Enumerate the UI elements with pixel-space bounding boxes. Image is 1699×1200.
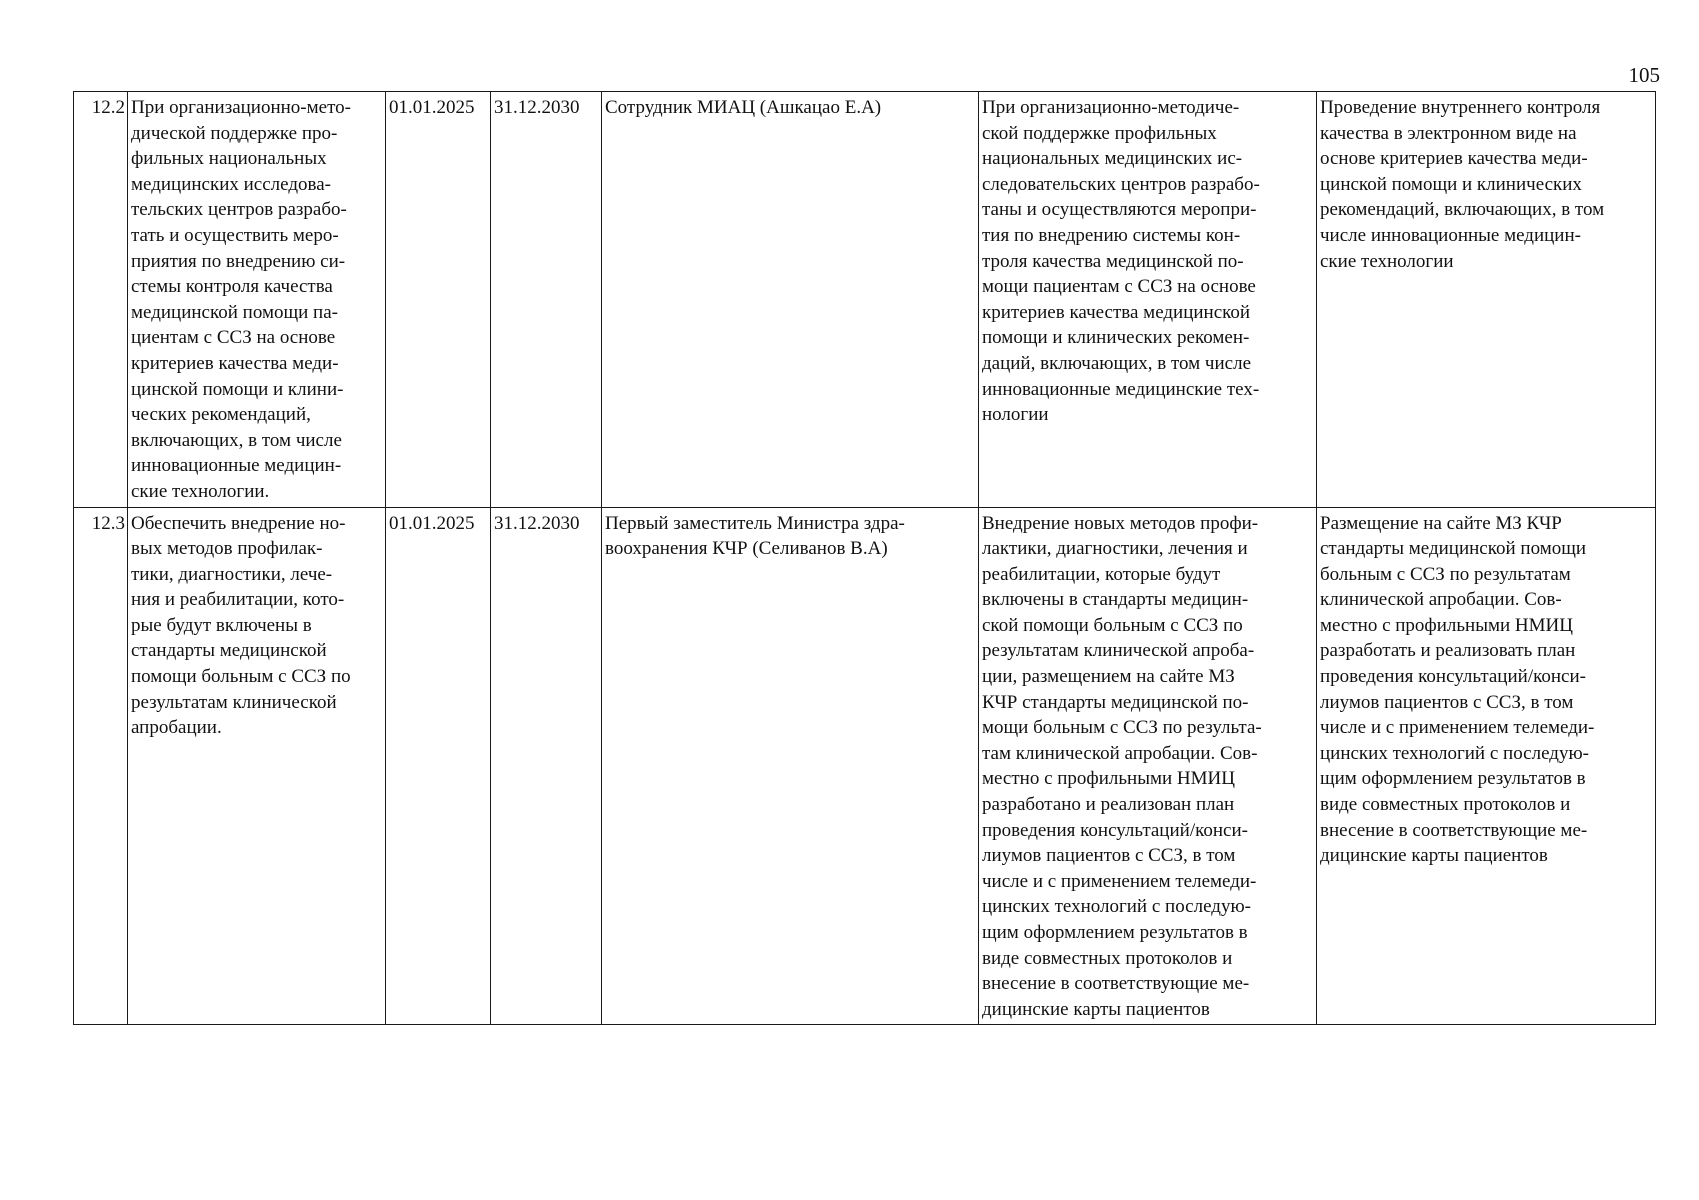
- action-plan-table: [73, 91, 1656, 1025]
- task-description: Обеспечить внедрение но- вых методов профилак- тики, диагностики, лече- ния и реабилитации, кото- рые будут включены в стандарты медицинской помощи больным с ССЗ по результатам клинической апробации.: [128, 507, 386, 1025]
- start-date: 01.01.2025: [386, 92, 491, 508]
- task-description: При организационно-мето- дической поддержке про- фильных национальных медицинских исследова- тельских центров разрабо- тать и осуществить меро- приятия по внедрению си- стемы контроля качества медицинской помощи па- циентам с ССЗ на основе критериев качества меди- цинской помощи и клини- ческих рекомендаций, включающих, в том числе инновационные медицин- ские технологии.: [128, 92, 386, 508]
- item-number: 12.2: [74, 92, 128, 508]
- expected-result: При организационно-методиче- ской поддержке профильных национальных медицинских ис- следовательских центров разрабо- таны и осуществляются меропри- тия по внедрению системы кон- троля качества медицинской по- мощи пациентам с ССЗ на основе критериев качества медицинской помощи и клинических рекомен- даций, включающих, в том числе инновационные медицинские тех- нологии: [979, 92, 1317, 508]
- responsible-person: Первый заместитель Министра здра- воохранения КЧР (Селиванов В.А): [602, 507, 979, 1025]
- control-indicator: Проведение внутреннего контроля качества в электронном виде на основе критериев качества меди- цинской помощи и клинических рекомендаций, включающих, в том числе инновационные медицин- ские технологии: [1317, 92, 1656, 508]
- responsible-person: Сотрудник МИАЦ (Ашкацао Е.А): [602, 92, 979, 508]
- end-date: 31.12.2030: [491, 92, 602, 508]
- end-date: 31.12.2030: [491, 507, 602, 1025]
- control-indicator: Размещение на сайте МЗ КЧР стандарты медицинской помощи больным с ССЗ по результатам клинической апробации. Сов- местно с профильными НМИЦ разработать и реализовать план проведения консультаций/конси- лиумов пациентов с ССЗ, в том числе и с применением телемеди- цинских технологий с последую- щим оформлением результатов в виде совместных протоколов и внесение в соответствующие ме- дицинские карты пациентов: [1317, 507, 1656, 1025]
- start-date: 01.01.2025: [386, 507, 491, 1025]
- page-number: 105: [1628, 63, 1660, 87]
- table-row: [74, 92, 1656, 508]
- item-number: 12.3: [74, 507, 128, 1025]
- expected-result: Внедрение новых методов профи- лактики, диагностики, лечения и реабилитации, которые будут включены в стандарты медицин- ской помощи больным с ССЗ по результатам клинической апроба- ции, размещением на сайте МЗ КЧР стандарты медицинской по- мощи больным с ССЗ по результа- там клинической апробации. Сов- местно с профильными НМИЦ разработано и реализован план проведения консультаций/конси- лиумов пациентов с ССЗ, в том числе и с применением телемеди- цинских технологий с последую- щим оформлением результатов в виде совместных протоколов и внесение в соответствующие ме- дицинские карты пациентов: [979, 507, 1317, 1025]
- table-row: [74, 507, 1656, 1025]
